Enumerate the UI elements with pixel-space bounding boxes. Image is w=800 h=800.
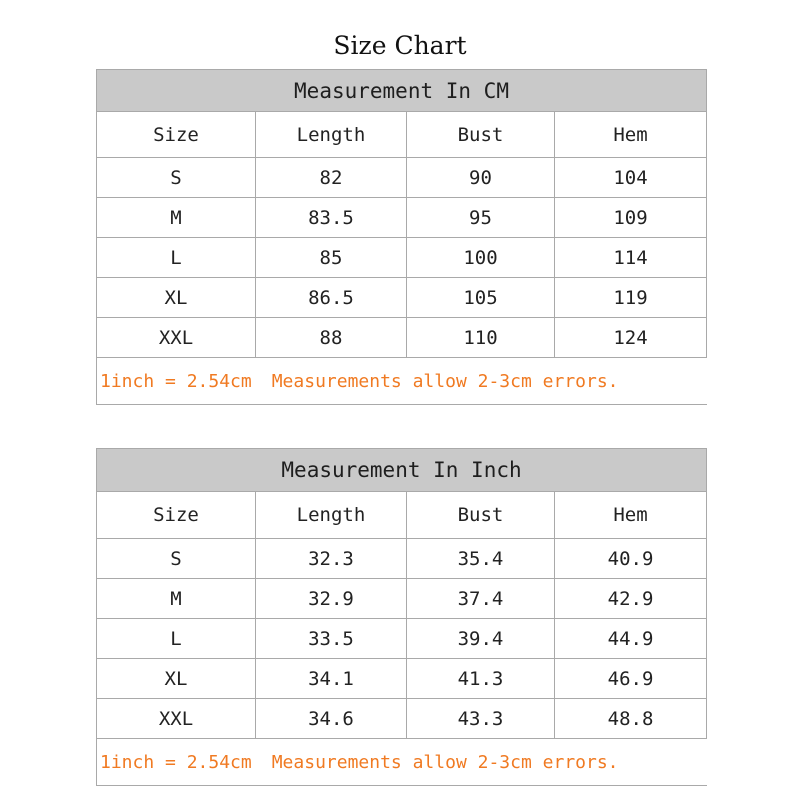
cell-hem: 46.9 bbox=[555, 659, 707, 699]
column-header-length: Length bbox=[256, 112, 407, 158]
conversion-note: 1inch = 2.54cm bbox=[100, 370, 252, 392]
table-heading-cm: Measurement In CM bbox=[97, 70, 707, 112]
cell-size: XXL bbox=[97, 699, 256, 739]
table-row-l bbox=[97, 238, 707, 278]
cell-length: 34.1 bbox=[256, 659, 407, 699]
cell-length: 34.6 bbox=[256, 699, 407, 739]
column-header-size: Size bbox=[97, 112, 256, 158]
table-row-s bbox=[97, 539, 707, 579]
cell-hem: 119 bbox=[555, 278, 707, 318]
table-row-xxl bbox=[97, 318, 707, 358]
table-heading-inch: Measurement In Inch bbox=[97, 449, 707, 492]
cell-hem: 42.9 bbox=[555, 579, 707, 619]
table-row-l bbox=[97, 619, 707, 659]
measurement-note bbox=[97, 358, 707, 405]
cell-bust: 95 bbox=[407, 198, 555, 238]
error-note: Measurements allow 2-3cm errors. bbox=[271, 370, 619, 392]
column-header-hem: Hem bbox=[555, 112, 707, 158]
cell-bust: 90 bbox=[407, 158, 555, 198]
table-row-m bbox=[97, 579, 707, 619]
measurement-note bbox=[97, 739, 707, 786]
cell-size: L bbox=[97, 238, 256, 278]
table-row-m bbox=[97, 198, 707, 238]
cell-length: 33.5 bbox=[256, 619, 407, 659]
page-title: Size Chart bbox=[333, 31, 467, 60]
cell-size: S bbox=[97, 158, 256, 198]
cell-hem: 109 bbox=[555, 198, 707, 238]
cell-hem: 104 bbox=[555, 158, 707, 198]
cell-size: M bbox=[97, 579, 256, 619]
table-row-xl bbox=[97, 278, 707, 318]
size-table-inch bbox=[96, 448, 707, 786]
cell-length: 83.5 bbox=[256, 198, 407, 238]
cell-length: 32.3 bbox=[256, 539, 407, 579]
table-row-xxl bbox=[97, 699, 707, 739]
cell-hem: 48.8 bbox=[555, 699, 707, 739]
cell-hem: 44.9 bbox=[555, 619, 707, 659]
size-table-cm bbox=[96, 69, 707, 405]
column-header-bust: Bust bbox=[407, 492, 555, 539]
cell-hem: 40.9 bbox=[555, 539, 707, 579]
cell-size: XL bbox=[97, 659, 256, 699]
cell-bust: 110 bbox=[407, 318, 555, 358]
cell-size: L bbox=[97, 619, 256, 659]
cell-size: XL bbox=[97, 278, 256, 318]
cell-size: S bbox=[97, 539, 256, 579]
cell-hem: 124 bbox=[555, 318, 707, 358]
cell-bust: 41.3 bbox=[407, 659, 555, 699]
cell-size: XXL bbox=[97, 318, 256, 358]
cell-length: 88 bbox=[256, 318, 407, 358]
cell-bust: 43.3 bbox=[407, 699, 555, 739]
cell-length: 86.5 bbox=[256, 278, 407, 318]
column-header-length: Length bbox=[256, 492, 407, 539]
conversion-note: 1inch = 2.54cm bbox=[100, 751, 252, 773]
column-header-size: Size bbox=[97, 492, 256, 539]
cell-bust: 105 bbox=[407, 278, 555, 318]
cell-length: 32.9 bbox=[256, 579, 407, 619]
cell-length: 82 bbox=[256, 158, 407, 198]
column-header-bust: Bust bbox=[407, 112, 555, 158]
table-row-s bbox=[97, 158, 707, 198]
error-note: Measurements allow 2-3cm errors. bbox=[271, 751, 619, 773]
cell-size: M bbox=[97, 198, 256, 238]
column-header-row bbox=[97, 492, 707, 539]
cell-length: 85 bbox=[256, 238, 407, 278]
cell-bust: 35.4 bbox=[407, 539, 555, 579]
table-row-xl bbox=[97, 659, 707, 699]
column-header-row bbox=[97, 112, 707, 158]
cell-hem: 114 bbox=[555, 238, 707, 278]
cell-bust: 100 bbox=[407, 238, 555, 278]
cell-bust: 37.4 bbox=[407, 579, 555, 619]
cell-bust: 39.4 bbox=[407, 619, 555, 659]
column-header-hem: Hem bbox=[555, 492, 707, 539]
